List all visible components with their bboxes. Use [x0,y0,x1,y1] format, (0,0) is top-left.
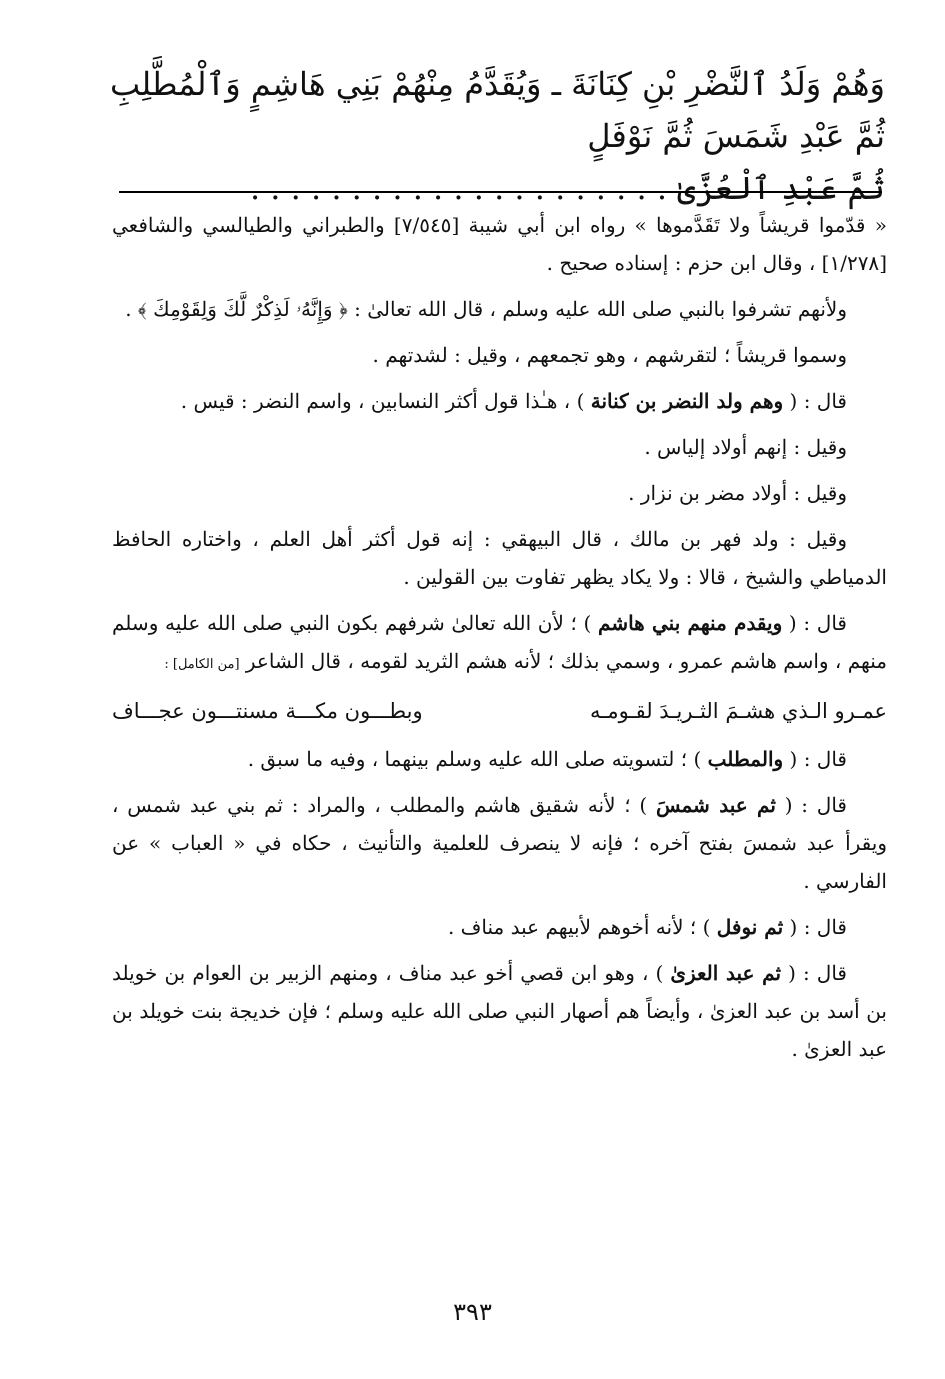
matn-line-1: وَهُمْ وَلَدُ ٱلنَّضْرِ بْنِ كِنَانَةَ ـ وَيُقَدَّمُ مِنْهُمْ بَنِي هَاشِمٍ وَٱلْمُطَّلِبِ ثُمَّ عَبْدِ شَمَسَ ثُمَّ نَوْفَلٍ [110,65,885,155]
paragraph-7: وقيل : ولد فهر بن مالك ، قال البيهقي : إنه قول أكثر أهل العلم ، واختاره الحافظ الدمياطي والشيخ ، قالا : ولا يكاد يظهر تفاوت بين القولين . [112,527,887,589]
paragraph-5: وقيل : إنهم أولاد إلياس . [644,435,847,459]
p9-quote: والمطلب [707,747,784,771]
paragraph-4 [112,382,887,420]
paragraph-2: ولأنهم تشرفوا بالنبي صلى الله عليه وسلم ، قال الله تعالىٰ : ﴿ وَإِنَّهُۥ لَذِكْرٌ لَّكَ وَلِقَوْمِكَ ﴾ . [125,297,847,321]
p12-quote: ثم عبد العزىٰ [670,961,782,985]
p4-prefix: قال : ( [783,389,847,413]
p12-prefix: قال : ( [781,961,847,985]
paragraph-3: وسموا قريشاً ؛ لتقرشهم ، وهو تجمعهم ، وقيل : لشدتهم . [372,343,847,367]
p8-quote: ويقدم منهم بني هاشم [598,611,783,635]
paragraph-9 [112,740,887,778]
poetry-verse [112,692,887,730]
verse-second-hemistich: وبطـــون مكـــة مسنتـــون عجـــاف [112,699,423,723]
p9-suffix: ) ؛ لتسويته صلى الله عليه وسلم بينهما ، وفيه ما سبق . [247,747,708,771]
paragraph-1: « قدّموا قريشاً ولا تَقَدَّموها » رواه ابن أبي شيبة [٧/٥٤٥] والطبراني والطيالسي والشافعي [١/٢٧٨] ، وقال ابن حزم : إسناده صحيح . [112,213,887,275]
p10-suffix: ) ؛ لأنه شقيق هاشم والمطلب ، والمراد : ثم بني عبد شمس ، ويقرأ عبد شمسَ بفتح آخره ؛ فإنه لا ينصرف للعلمية والتأنيث ، حكاه في « العباب » عن الفارسي . [112,793,887,893]
verse-first-hemistich: عمـرو الـذي هشـمَ الثـريـدَ لقـومـه [589,699,887,723]
meter-label: [من الكامل] : [164,657,240,672]
paragraph-11 [112,908,887,946]
p10-quote: ثم عبد شمسَ [656,793,776,817]
p12-suffix: ) ، وهو ابن قصي أخو عبد مناف ، ومنهم الزبير بن العوام بن خويلد بن أسد بن عبد العزىٰ ، وأيضاً هم أصهار النبي صلى الله عليه وسلم ؛ فإن خديجة بنت خويلد بن عبد العزىٰ . [112,961,887,1061]
p11-prefix: قال : ( [783,915,847,939]
paragraph-8 [112,604,887,684]
p9-prefix: قال : ( [783,747,847,771]
paragraph-10 [112,786,887,900]
p4-suffix: ) ، هـٰذا قول أكثر النسابين ، واسم النضر : قيس . [180,389,591,413]
p11-suffix: ) ؛ لأنه أخوهم لأبيهم عبد مناف . [447,915,717,939]
paragraph-6: وقيل : أولاد مضر بن نزار . [628,481,847,505]
page-number: ٣٩٣ [453,1298,492,1326]
p8-prefix: قال : ( [782,611,847,635]
paragraph-12 [112,954,887,1068]
p10-prefix: قال : ( [775,793,847,817]
p11-quote: ثم نوفل [716,915,784,939]
commentary-text [112,206,887,1076]
matn-dots: . . . . . . . . . . . . . . . . . . . . . [249,169,667,207]
p8-suffix: ) ؛ لأن الله تعالىٰ شرفهم بكون النبي صلى الله عليه وسلم منهم ، واسم هاشم عمرو ، وسمي بذلك ؛ لأنه هشم الثريد لقومه ، قال الشاعر [112,611,887,673]
separator-rule [119,191,882,193]
p4-quote: وهم ولد النضر بن كنانة [590,389,784,413]
matn-line-2-text: ثُمَّ عَبْدِ ٱلْعُزَّىٰ [677,169,885,207]
